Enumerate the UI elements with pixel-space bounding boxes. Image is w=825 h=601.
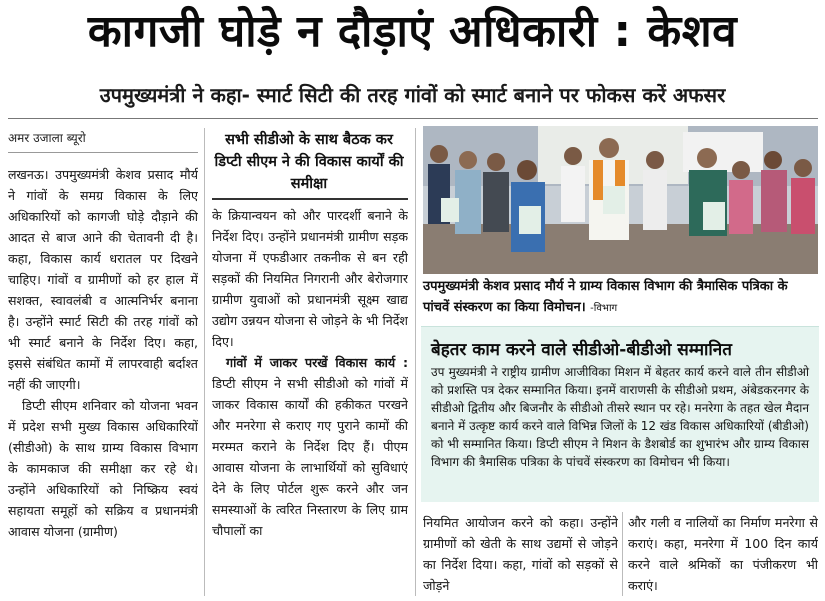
photo-caption-text: उपमुख्यमंत्री केशव प्रसाद मौर्य ने ग्राम्य विकास विभाग की त्रैमासिक पत्रिका के पांचवें संस्करण का किया विमोचन। (423, 279, 788, 315)
subhead-inline: गांवों में जाकर परखें विकास कार्य : (226, 355, 408, 370)
column-2-paragraph-1: के क्रियान्वयन को और पारदर्शी बनाने के निर्देश दिए। उन्होंने प्रधानमंत्री ग्रामीण सड़क योजना में एफडीआर तकनीक से बन रही सड़कों की नियमित निगरानी और बेरोजगार ग्रामीण युवाओं को प्रधानमंत्री सूक्ष्म खाद्य उद्योग उन्नयन योजना से जोड़ने के भी निर्देश दिए। (212, 208, 408, 349)
article-column-4: और गली व नालियों का निर्माण मनरेगा से कराएं। कहा, मनरेगा में 100 दिन कार्य करने वाले श्रमिकों का पंजीकरण भी कराएं। (628, 515, 818, 593)
column-2-paragraph-2-text: डिप्टी सीएम ने सभी सीडीओ को गांवों में जाकर विकास कार्यों की हकीकत परखने और मनरेगा से कराए गए पुराने कामों की मरम्मत कराने के निर्देश दिए हैं। पीएम आवास योजना के लाभार्थियों को सुविधाएं देने के लिए पोर्टल शुरू करने और जन समस्याओं के त्वरित निस्तारण के लिए ग्राम चौपालों का (212, 376, 408, 538)
headline: कागजी घोड़े न दौड़ाएं अधिकारी : केशव (87, 6, 738, 57)
column-1-paragraph-1: लखनऊ। उपमुख्यमंत्री केशव प्रसाद मौर्य ने गांवों के समग्र विकास के लिए अधिकारियों को कागजी घोड़े दौड़ाने की आदत से बाज आने की चेतावनी दी है। कहा, विकास कार्य धरातल पर दिखने चाहिए। गांवों व ग्रामीणों को हर हाल में सशक्त, स्वावलंबी व आत्मनिर्भर बनाना है। उन्होंने स्मार्ट सिटी की तरह गांवों को भी स्मार्ट बनाने के निर्देश दिए। कहा, इससे संबंधित कामों में लापरवाही बर्दाश्त नहीं की जाएगी। (8, 167, 198, 392)
column-2-paragraph-2 (212, 352, 408, 541)
byline-divider (8, 152, 198, 153)
column-divider-1 (204, 128, 205, 596)
subheadline: उपमुख्यमंत्री ने कहा- स्मार्ट सिटी की तरह गांवों को स्मार्ट बनाने पर फोकस करें अफसर (99, 83, 726, 107)
box-title: बेहतर काम करने वाले सीडीओ-बीडीओ सम्मानित (431, 340, 732, 360)
byline: अमर उजाला ब्यूरो (8, 131, 86, 145)
column-divider-2 (415, 128, 416, 596)
photo-caption (423, 276, 818, 319)
article-column-3: नियमित आयोजन करने को कहा। उन्होंने ग्रामीणों को खेती के साथ उद्यमों से जोड़ने का निर्देश दिया। कहा, गांवों को सड़कों से जोड़ने (423, 515, 618, 593)
kicker-divider (212, 198, 408, 200)
photo-credit: -विभाग (590, 303, 618, 314)
box-text: उप मुख्यमंत्री ने राष्ट्रीय ग्रामीण आजीविका मिशन में बेहतर कार्य करने वाले तीन सीडीओ को प्रशस्ति पत्र देकर सम्मानित किया। इनमें वाराणसी के सीडीओ प्रथम, अंबेडकरनगर के सीडीओ द्वितीय और बिजनौर के सीडीओ तीसरे स्थान पर रहे। मनरेगा के तहत खेल मैदान बनाने में उत्कृष्ट कार्य करने वाले विभिन्न जिलों के 12 खंड विकास अधिकारियों (बीडीओ) को भी सम्मानित किया। डिप्टी सीएम ने मिशन के डैशबोर्ड का शुभारंभ और ग्राम्य विकास विभाग की त्रैमासिक पत्रिका के पांचवें संस्करण का विमोचन भी किया। (431, 365, 809, 469)
article-column-1 (8, 164, 198, 596)
article-column-2 (212, 205, 408, 596)
column-1-paragraph-2: डिप्टी सीएम शनिवार को योजना भवन में प्रदेश सभी मुख्य विकास अधिकारियों (सीडीओ) के साथ ग्राम्य विकास विभाग के कामकाज की समीक्षा कर रहे थे। उन्होंने अधिकारियों को निष्क्रिय स्वयं सहायता समूहों को सक्रिय व प्रधानमंत्री आवास योजना (ग्रामीण) (8, 398, 198, 539)
event-photo (423, 126, 818, 274)
header-divider (8, 118, 818, 119)
kicker-headline: सभी सीडीओ के साथ बैठक कर डिप्टी सीएम ने की विकास कार्यों की समीक्षा (214, 132, 404, 192)
column-divider-3 (622, 512, 623, 596)
event-photo-illustration (423, 126, 818, 274)
sidebar-box (421, 326, 819, 502)
